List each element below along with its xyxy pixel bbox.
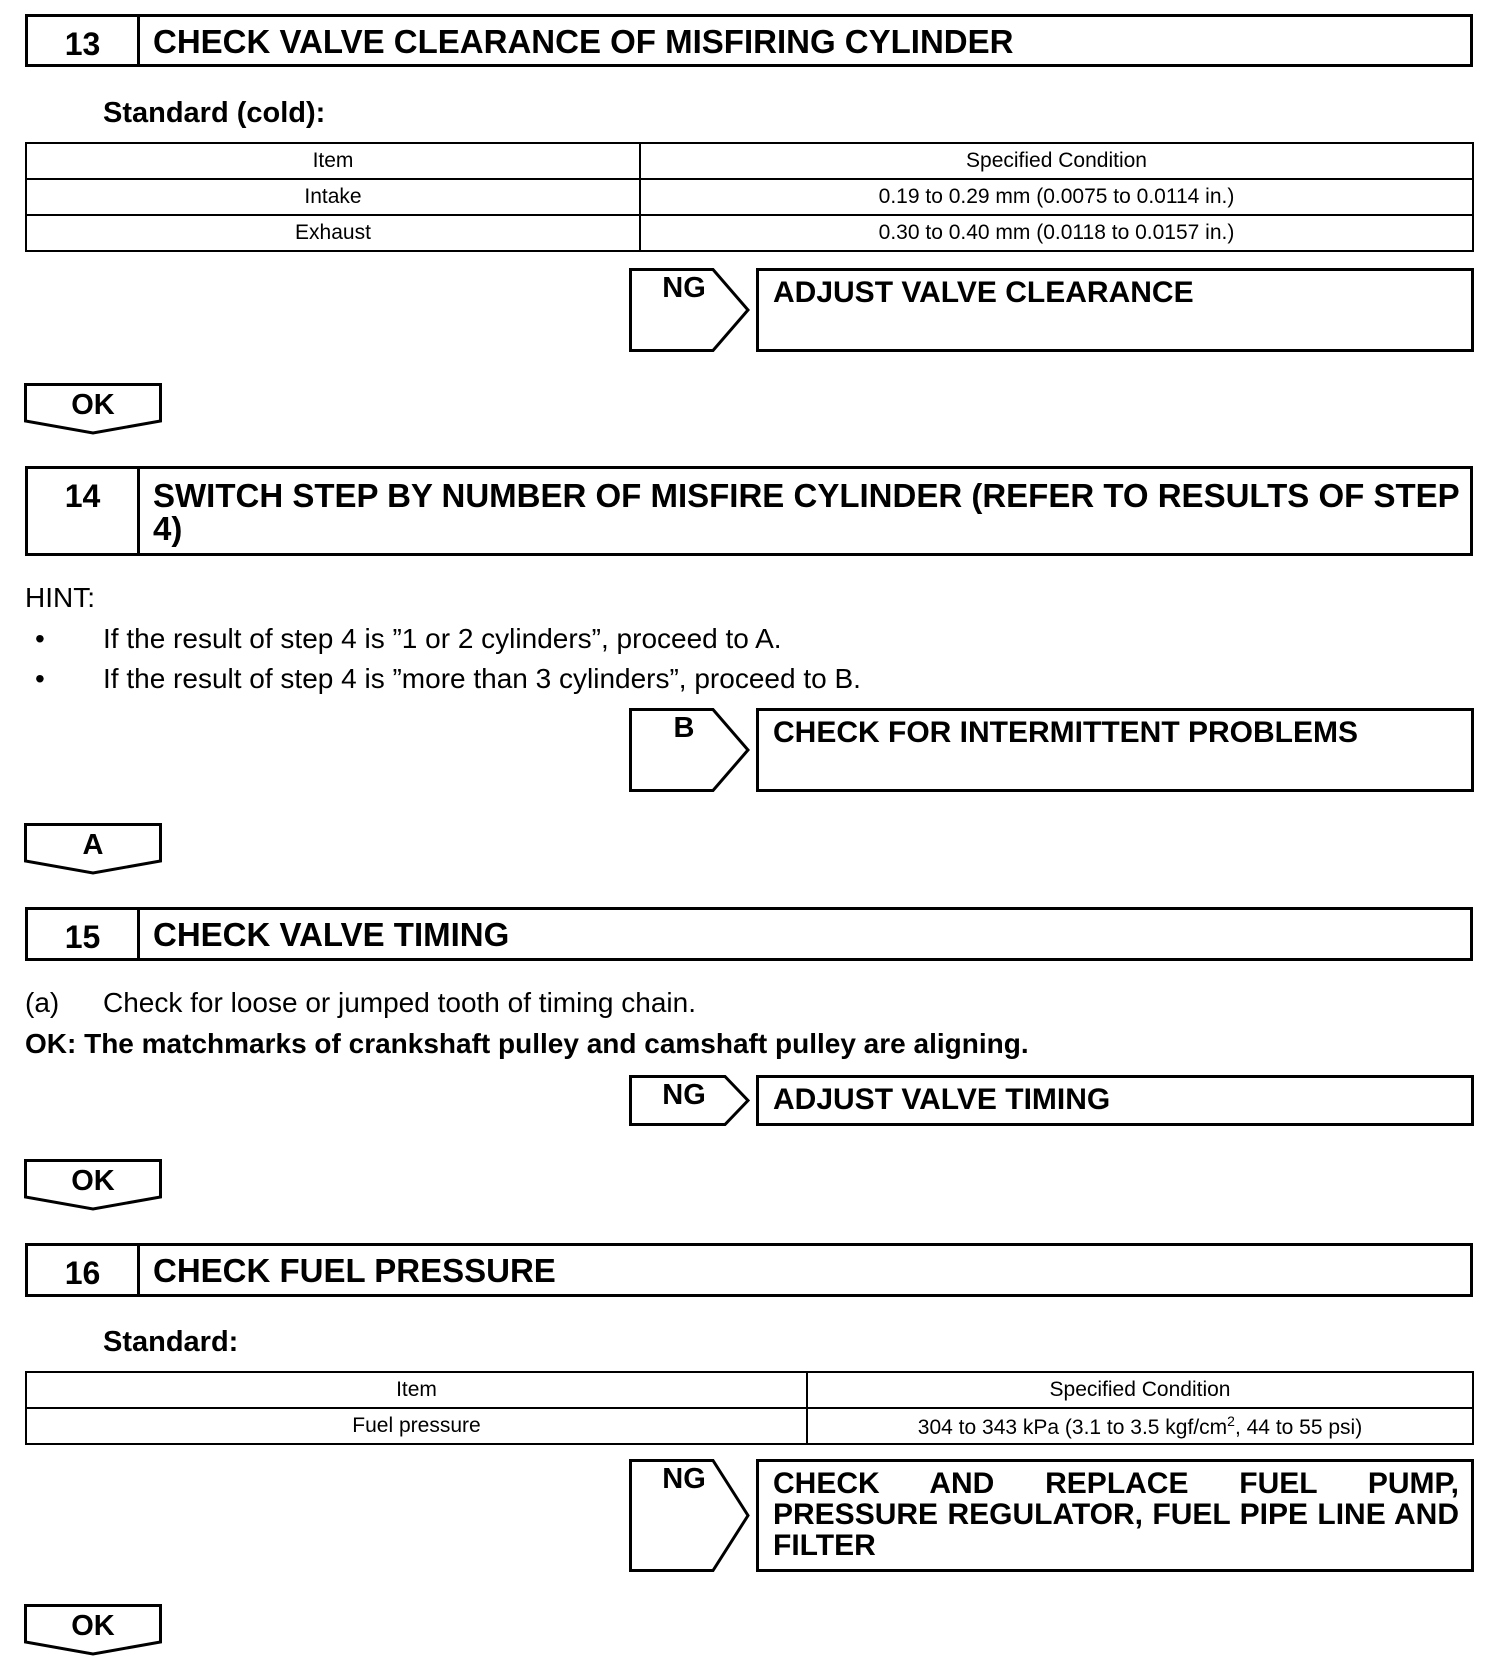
- ok-label: OK: [71, 1610, 115, 1642]
- table-header: Specified Condition: [807, 1372, 1473, 1408]
- hint-label: HINT:: [25, 582, 95, 613]
- standard-label: Standard:: [103, 1326, 239, 1358]
- ng-arrow-tag[interactable]: [629, 268, 751, 352]
- table-cell: [807, 1408, 1473, 1444]
- sub-step-text: Check for loose or jumped tooth of timing chain.: [103, 987, 696, 1018]
- step-title: CHECK FUEL PRESSURE: [153, 1252, 556, 1289]
- fuel-pressure-table: [25, 1371, 1474, 1445]
- ng-action-text: CHECK AND REPLACE FUEL PUMP, PRESSURE REGULATOR, FUEL PIPE LINE AND FILTER: [773, 1467, 1459, 1562]
- hint-item: If the result of step 4 is ”more than 3 cylinders”, proceed to B.: [103, 663, 861, 694]
- valve-clearance-table: [25, 142, 1474, 252]
- b-arrow-tag[interactable]: [629, 708, 751, 792]
- step-title: SWITCH STEP BY NUMBER OF MISFIRE CYLINDER (REFER TO RESULTS OF STEP 4): [153, 477, 1460, 547]
- b-label: B: [673, 712, 695, 744]
- step-15-header: [25, 907, 1473, 961]
- b-action-box: [756, 708, 1474, 792]
- step-number: 16: [28, 1246, 140, 1294]
- ng-action-box: [756, 268, 1474, 352]
- ng-action-box: [756, 1459, 1474, 1572]
- table-cell: 0.19 to 0.29 mm (0.0075 to 0.0114 in.): [640, 179, 1473, 215]
- ng-action-text: ADJUST VALVE TIMING: [773, 1083, 1111, 1116]
- step-number: 14: [28, 469, 140, 553]
- table-header-row: [26, 143, 1473, 179]
- ng-label: NG: [662, 272, 706, 304]
- a-down-tag[interactable]: [24, 823, 162, 871]
- ng-action-text: ADJUST VALVE CLEARANCE: [773, 276, 1194, 309]
- ok-down-tag[interactable]: [24, 1604, 162, 1652]
- value-text: 304 to 343 kPa (3.1 to 3.5 kgf/cm: [917, 1415, 1228, 1439]
- table-row: [26, 215, 1473, 251]
- table-header: Item: [26, 143, 640, 179]
- bullet-icon: •: [35, 623, 45, 654]
- step-title: CHECK VALVE TIMING: [153, 916, 510, 953]
- ok-down-tag[interactable]: [24, 1159, 162, 1207]
- ng-arrow-tag[interactable]: [629, 1459, 751, 1572]
- ng-label: NG: [662, 1463, 706, 1495]
- value-text: , 44 to 55 psi): [1234, 1415, 1363, 1439]
- standard-label: Standard (cold):: [103, 97, 326, 129]
- b-action-text: CHECK FOR INTERMITTENT PROBLEMS: [773, 716, 1358, 749]
- ng-arrow-tag[interactable]: [629, 1075, 751, 1126]
- ng-action-box: [756, 1075, 1474, 1126]
- step-14-header: [25, 466, 1473, 556]
- table-cell: 0.30 to 0.40 mm (0.0118 to 0.0157 in.): [640, 215, 1473, 251]
- table-cell: Fuel pressure: [26, 1408, 807, 1444]
- step-number: 13: [28, 17, 140, 64]
- table-row: [26, 1408, 1473, 1444]
- step-13-header: [25, 14, 1473, 67]
- table-cell: Intake: [26, 179, 640, 215]
- ok-down-tag[interactable]: [24, 383, 162, 431]
- ok-label: OK: [71, 1165, 115, 1197]
- superscript: 2: [1227, 1412, 1235, 1429]
- table-header: Item: [26, 1372, 807, 1408]
- table-row: [26, 179, 1473, 215]
- step-title: CHECK VALVE CLEARANCE OF MISFIRING CYLINDER: [153, 23, 1014, 60]
- step-number: 15: [28, 910, 140, 958]
- bullet-icon: •: [35, 663, 45, 694]
- sub-step-marker: (a): [25, 987, 60, 1018]
- table-cell: Exhaust: [26, 215, 640, 251]
- hint-item: If the result of step 4 is ”1 or 2 cylinders”, proceed to A.: [103, 623, 782, 654]
- ok-condition: OK: The matchmarks of crankshaft pulley and camshaft pulley are aligning.: [25, 1028, 1029, 1059]
- step-16-header: [25, 1243, 1473, 1297]
- a-label: A: [82, 829, 104, 861]
- table-header-row: [26, 1372, 1473, 1408]
- ok-label: OK: [71, 389, 115, 421]
- table-header: Specified Condition: [640, 143, 1473, 179]
- ng-label: NG: [662, 1079, 706, 1111]
